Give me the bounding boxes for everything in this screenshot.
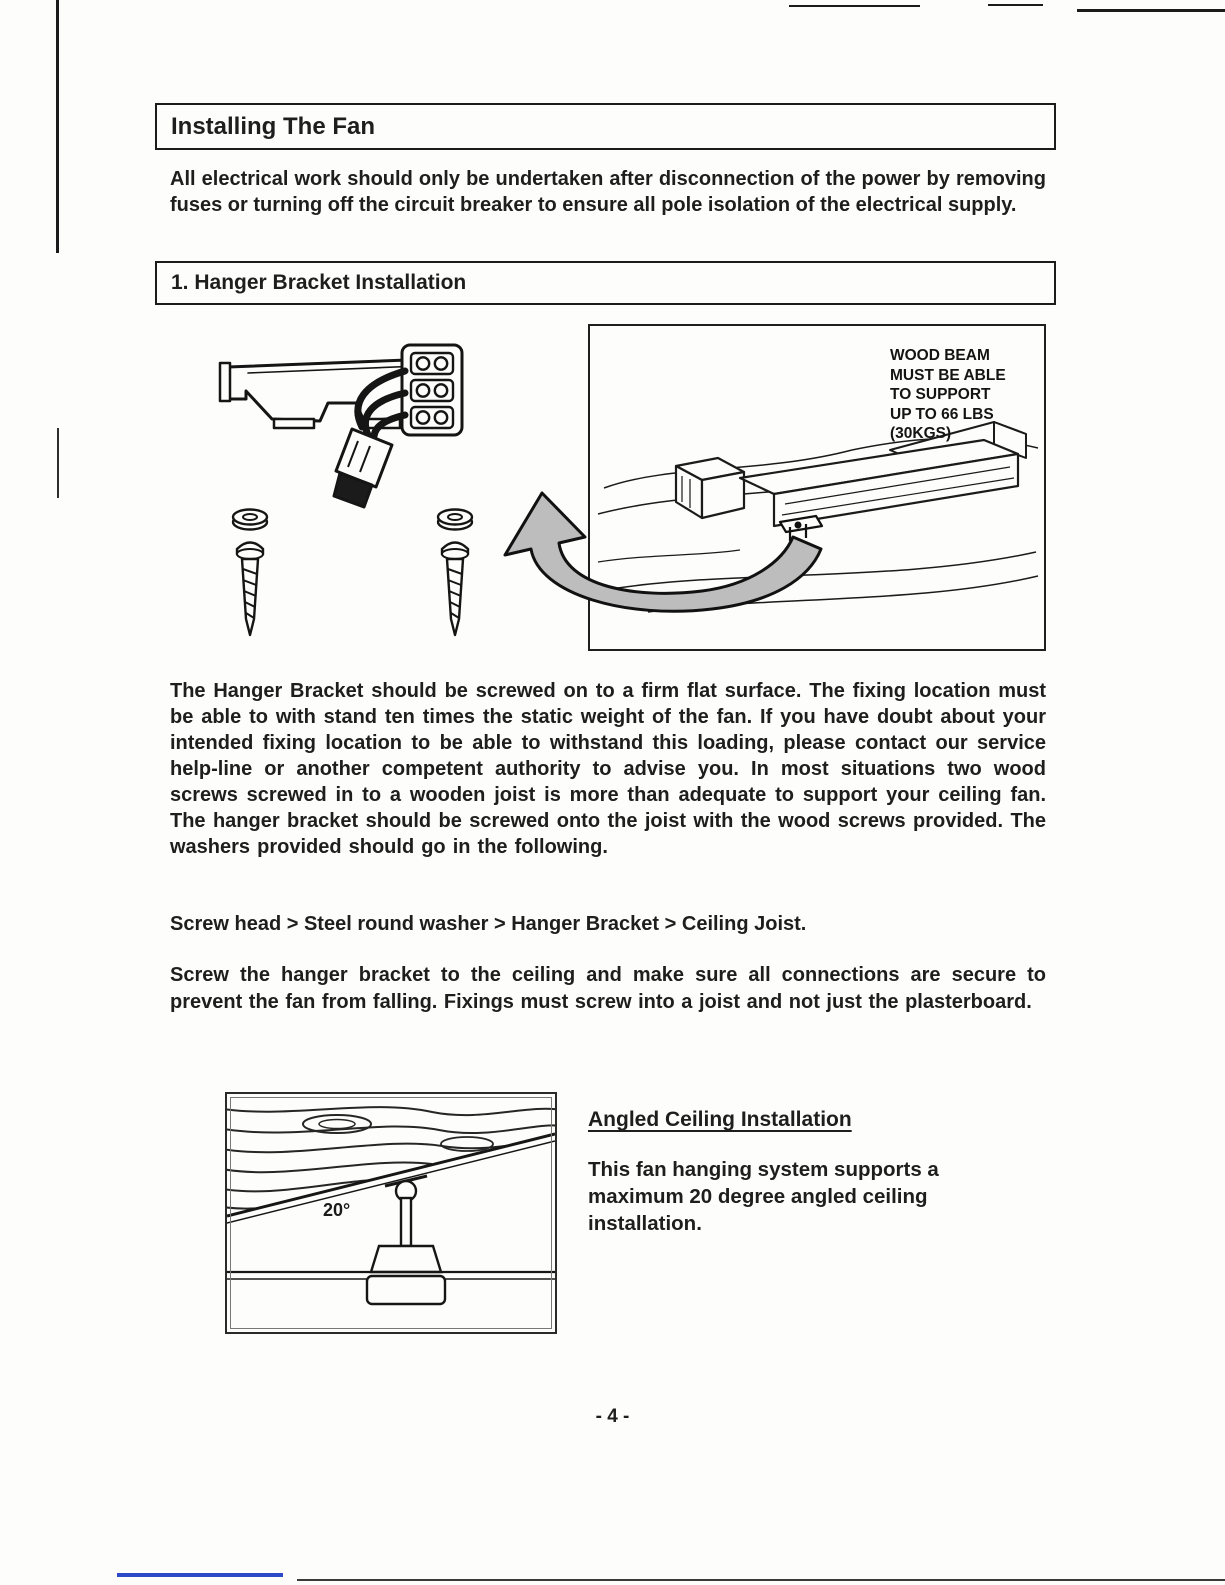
page-title-box [155, 103, 1056, 150]
angled-ceiling-figure [227, 1094, 555, 1332]
hanger-bracket-figure [212, 333, 507, 643]
section-body-paragraph: The Hanger Bracket should be screwed on to a firm flat surface. The fixing location must be able to with stand ten times the static weight of the fan. If you have doubt about your intended fixing location to be able to withstand this loading, please contact our service help-line or another competent authority to advise you. In most situations two wood screws screwed in to a wooden joist is more than adequate to support your ceiling fan. The hanger bracket should be screwed onto the joist with the wood screws provided. The washers provided should go in the following. [170, 680, 1046, 858]
scan-artifact-left-line [56, 0, 59, 253]
wood-beam-note-line: UP TO 66 LBS [890, 405, 994, 423]
section-body-paragraph-2: Screw the hanger bracket to the ceiling and make sure all connections are secure to prevent the fan from falling. Fixings must screw into a joist and not just the plasterboard. [170, 964, 1046, 1013]
wood-beam-note-line: WOOD BEAM [890, 347, 990, 364]
wood-beam-note-line: TO SUPPORT [890, 386, 991, 403]
page-title: Installing The Fan [171, 112, 376, 140]
fan-canopy [371, 1246, 441, 1272]
wood-grain [227, 1107, 555, 1208]
assembly-sequence-line: Screw head > Steel round washer > Hanger Bracket > Ceiling Joist. [170, 913, 807, 935]
section-heading-box [155, 261, 1056, 305]
washer-and-wood-screw-2 [438, 510, 472, 636]
scan-artifact-blue-line [117, 1573, 283, 1577]
plug-connector [334, 429, 392, 507]
washer-and-wood-screw [233, 510, 267, 636]
wood-beam-note-line: MUST BE ABLE [890, 366, 1006, 384]
scan-artifact-bottom-line [297, 1579, 1225, 1581]
page-number: - 4 - [595, 1406, 630, 1427]
angle-label: 20° [323, 1200, 351, 1220]
scan-artifact-top-dash-2 [988, 4, 1043, 6]
fan-motor [367, 1276, 445, 1304]
scan-artifact-left-line-2 [57, 428, 59, 498]
angled-ceiling-figure-box [225, 1092, 557, 1334]
scan-artifact-top-dash-1 [789, 5, 920, 7]
terminal-block [402, 345, 462, 435]
wood-beam-note-line: (30KGS) [890, 425, 952, 442]
wood-beam-note [890, 346, 1016, 444]
install-direction-arrow [487, 487, 832, 647]
intro-paragraph: All electrical work should only be undertaken after disconnection of the power by removing fuses or turning off the circuit breaker to ensure all pole isolation of the electrical supply. [170, 168, 1046, 216]
angled-ceiling-heading: Angled Ceiling Installation [588, 1108, 852, 1131]
fan-downrod [385, 1176, 427, 1246]
scan-artifact-top-dash-3 [1077, 9, 1225, 12]
angled-ceiling-paragraph: This fan hanging system supports a maximum 20 degree angled ceiling installation. [588, 1158, 939, 1235]
section-title: 1. Hanger Bracket Installation [171, 271, 467, 294]
